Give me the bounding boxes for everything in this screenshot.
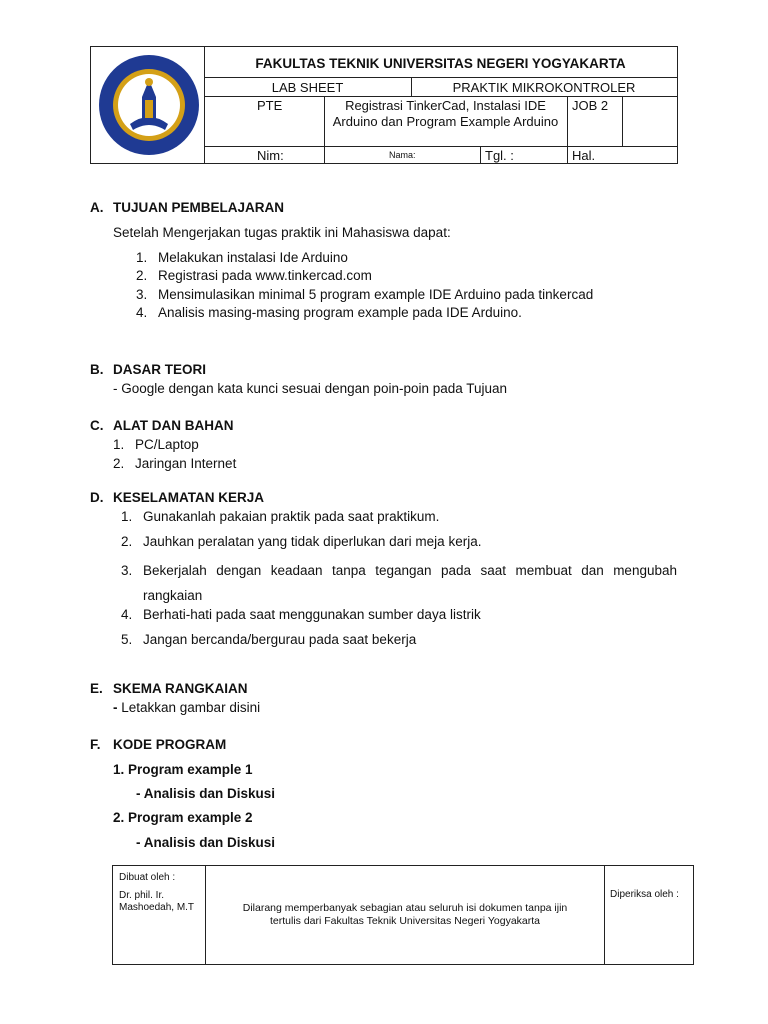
lab-sheet-label: LAB SHEET	[271, 80, 344, 95]
nama-label: Nama:	[389, 150, 416, 160]
list-item: 1. Melakukan instalasi Ide Arduino	[136, 250, 348, 265]
list-item: 5. Jangan bercanda/bergurau pada saat bekerja	[121, 632, 417, 647]
list-item: 2. Jaringan Internet	[113, 456, 237, 471]
list-item: 3. Mensimulasikan minimal 5 program example IDE Arduino pada tinkercad	[136, 287, 594, 302]
author-name-line2: Mashoedah, M.T	[119, 902, 195, 913]
section-a-heading: A. TUJUAN PEMBELAJARAN	[90, 200, 285, 215]
program-example-1: 1. Program example 1	[113, 762, 253, 777]
hal-label: Hal.	[572, 148, 596, 163]
footer-table	[112, 865, 694, 965]
checked-by-label: Diperiksa oleh :	[610, 889, 679, 900]
list-item: 4. Analisis masing-masing program example pada IDE Arduino.	[136, 305, 522, 320]
section-b-text: - Google dengan kata kunci sesuai dengan poin-poin pada Tujuan	[113, 381, 508, 396]
tgl-label: Tgl. :	[485, 148, 514, 163]
copyright-notice-line1: Dilarang memperbanyak sebagian atau seluruh isi dokumen tanpa ijin	[242, 902, 568, 914]
program-example-2: 2. Program example 2	[113, 810, 253, 825]
university-logo	[97, 52, 201, 158]
section-f-heading: F. KODE PROGRAM	[90, 737, 227, 752]
job-number: JOB 2	[572, 98, 609, 113]
copyright-notice-line2: tertulis dari Fakultas Teknik Universitas Negeri Yogyakarta	[269, 915, 541, 927]
list-item: 3. Bekerjalah dengan keadaan tanpa tegangan pada saat membuat dan mengubah rangkaian	[121, 563, 677, 603]
course-name: PRAKTIK MIKROKONTROLER	[452, 80, 636, 95]
author-name-line1: Dr. phil. Ir.	[119, 890, 165, 901]
section-b-heading: B. DASAR TEORI	[90, 362, 207, 377]
list-item: 1. Gunakanlah pakaian praktik pada saat praktikum.	[121, 509, 440, 524]
section-d-heading: D. KESELAMATAN KERJA	[90, 490, 265, 505]
section-e-heading: E. SKEMA RANGKAIAN	[90, 681, 248, 696]
job-topic: Registrasi TinkerCad, Instalasi IDE Arduino dan Program Example Arduino	[332, 98, 559, 129]
list-item: 2. Jauhkan peralatan yang tidak diperlukan dari meja kerja.	[121, 534, 482, 549]
section-e-text: - Letakkan gambar disini	[113, 700, 261, 715]
made-by-label: Dibuat oleh :	[119, 872, 176, 883]
header-table	[90, 46, 678, 164]
list-item: 2. Registrasi pada www.tinkercad.com	[136, 268, 372, 283]
faculty-title: FAKULTAS TEKNIK UNIVERSITAS NEGERI YOGYAKARTA	[255, 56, 626, 71]
analysis-2: - Analisis dan Diskusi	[136, 835, 276, 850]
nim-label: Nim:	[257, 148, 284, 163]
section-a-intro: Setelah Mengerjakan tugas praktik ini Mahasiswa dapat:	[113, 225, 451, 240]
program-code: PTE	[257, 98, 283, 113]
list-item: 1. PC/Laptop	[113, 437, 199, 452]
section-c-heading: C. ALAT DAN BAHAN	[90, 418, 234, 433]
analysis-1: - Analisis dan Diskusi	[136, 786, 276, 801]
list-item: 4. Berhati-hati pada saat menggunakan sumber daya listrik	[121, 607, 481, 622]
